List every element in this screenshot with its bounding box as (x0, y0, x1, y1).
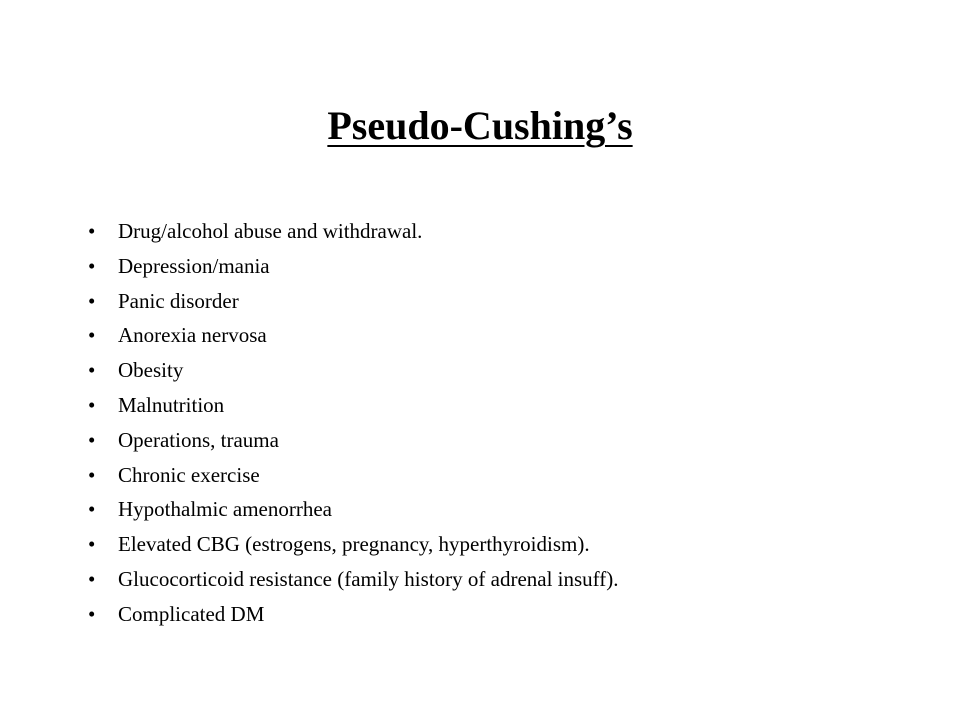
bullet-icon: • (88, 323, 96, 348)
list-item-text: Anorexia nervosa (118, 323, 267, 348)
bullet-icon: • (88, 288, 96, 313)
list-item-text: Operations, trauma (118, 427, 279, 452)
bullet-icon: • (88, 427, 96, 452)
list-item-text: Panic disorder (118, 288, 239, 313)
list-item-text: Obesity (118, 358, 184, 383)
list-item-text: Malnutrition (118, 392, 225, 417)
slide-title: Pseudo-Cushing’s (327, 103, 633, 148)
bullet-icon: • (88, 358, 96, 383)
bullet-icon: • (88, 532, 96, 557)
bullet-icon: • (88, 462, 96, 487)
list-item-text: Chronic exercise (118, 462, 260, 487)
bullet-icon: • (88, 392, 96, 417)
list-item-text: Depression/mania (118, 253, 270, 278)
bullet-icon: • (88, 566, 96, 591)
bullet-icon: • (88, 219, 96, 243)
bullet-icon: • (88, 497, 96, 522)
list-item-text: Glucocorticoid resistance (family history of adrenal insuff). (118, 566, 619, 591)
list-item-text: Elevated CBG (estrogens, pregnancy, hyperthyroidism). (118, 532, 590, 557)
list-item-text: Complicated DM (118, 601, 265, 626)
bullet-icon: • (88, 601, 96, 626)
bullet-icon: • (88, 253, 96, 278)
list-item-text: Hypothalmic amenorrhea (118, 497, 332, 522)
list-item-text: Drug/alcohol abuse and withdrawal. (118, 219, 423, 243)
